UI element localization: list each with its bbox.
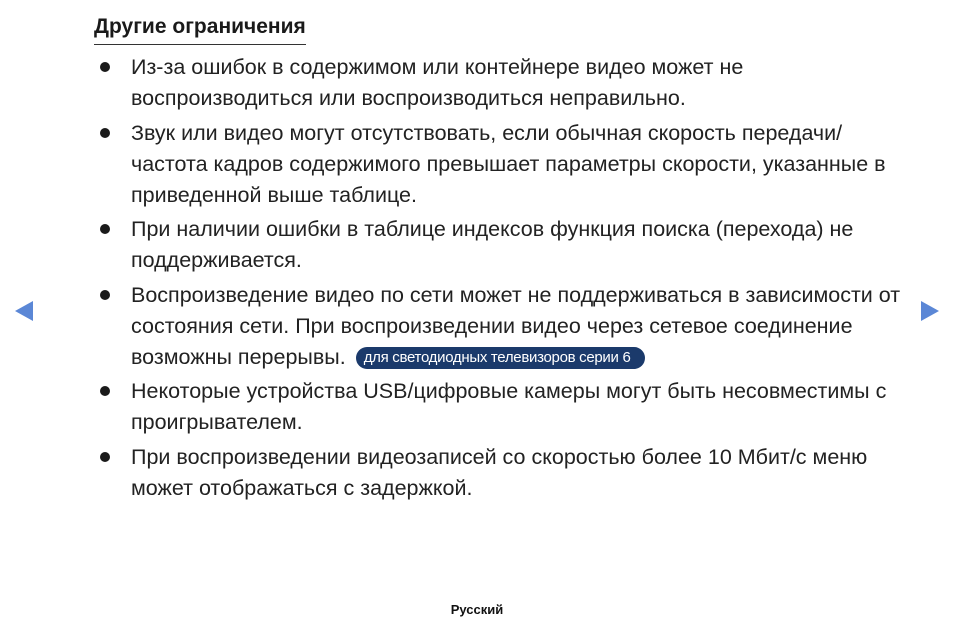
footer-language: Русский <box>450 602 504 617</box>
list-item <box>94 376 914 438</box>
bullet-icon <box>100 128 110 138</box>
list-item-text: При наличии ошибки в таблице индексов функция поиска (перехода) не поддерживается. <box>131 217 854 272</box>
list-item-text: Воспроизведение видео по сети может не поддерживаться в зависимости от состояния сети. При воспроизведении видео через сетевое соединение возможны перерывы. <box>131 282 901 369</box>
triangle-right-icon[interactable] <box>921 301 939 321</box>
bullet-icon <box>100 452 110 462</box>
list-item-text: Звук или видео могут отсутствовать, если обычная скорость передачи/ частота кадров содержимого превышает параметры скорости, указанные в приведенной выше таблице. <box>131 120 886 207</box>
bullet-icon <box>100 386 110 396</box>
list-item <box>94 52 914 114</box>
bullet-icon <box>100 224 110 234</box>
list-item <box>94 118 914 211</box>
triangle-left-icon[interactable] <box>15 301 33 321</box>
model-badge: для светодиодных телевизоров серии 6 <box>356 347 645 369</box>
section-heading: Другие ограничения <box>94 14 306 45</box>
list-item-text: Из-за ошибок в содержимом или контейнере видео может не воспроизводиться или воспроизводиться неправильно. <box>131 55 744 110</box>
list-item <box>94 442 914 504</box>
list-item <box>94 214 914 276</box>
limitations-list <box>94 52 914 507</box>
list-item-text: Некоторые устройства USB/цифровые камеры могут быть несовместимы с проигрывателем. <box>131 379 887 434</box>
bullet-icon <box>100 62 110 72</box>
bullet-icon <box>100 290 110 300</box>
list-item-text: При воспроизведении видеозаписей со скоростью более 10 Мбит/с меню может отображаться с задержкой. <box>131 444 868 500</box>
list-item <box>94 280 914 373</box>
